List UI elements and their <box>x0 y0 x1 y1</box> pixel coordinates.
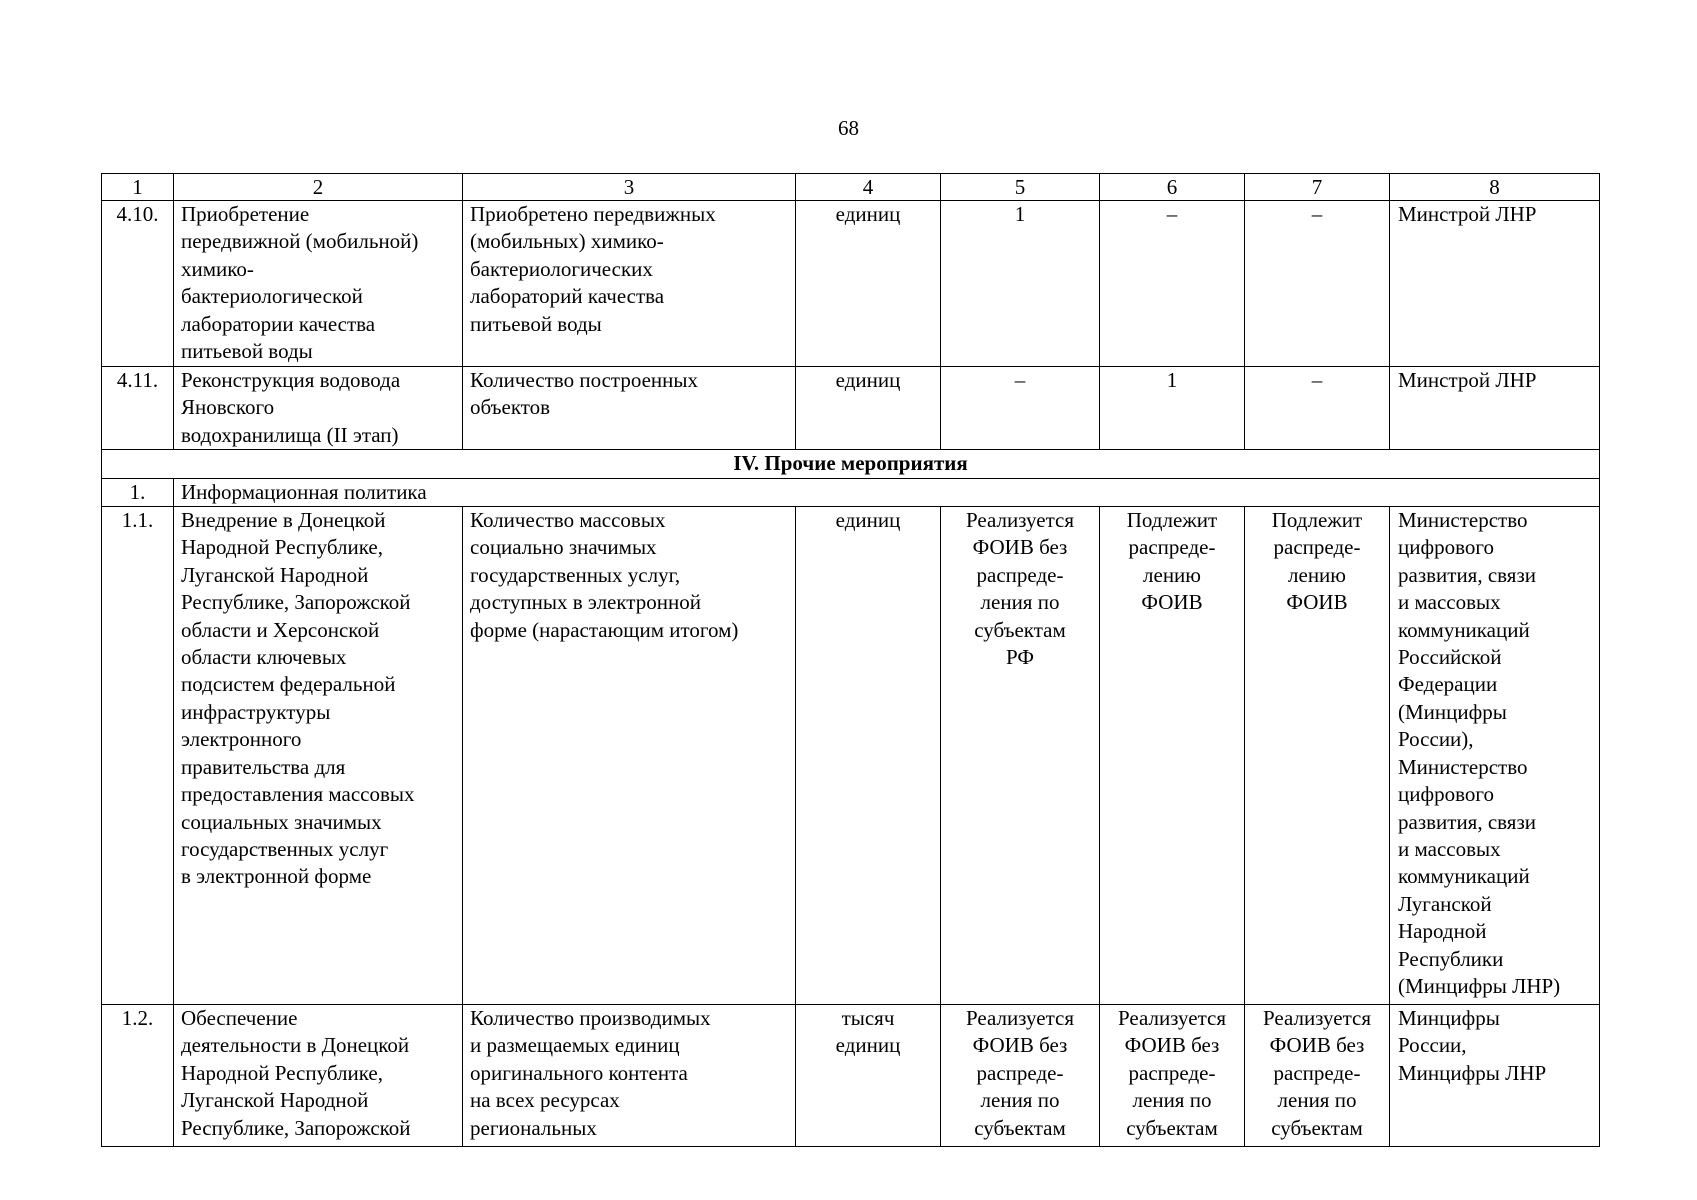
page-number: 68 <box>838 116 859 140</box>
value-cell: 1 <box>941 201 1100 367</box>
indicator-cell: Приобретено передвижных (мобильных) химико- бактериологических лабораторий качества питьевой воды <box>463 201 796 367</box>
header-cell: 2 <box>174 174 463 201</box>
table-header-row <box>102 174 1600 201</box>
unit-cell: единиц <box>796 201 941 367</box>
unit-cell: единиц <box>796 367 941 450</box>
indicator-cell: Количество массовых социально значимых государственных услуг, доступных в электронной форме (нарастающим итогом) <box>463 507 796 1005</box>
event-cell: Реконструкция водовода Яновского водохранилища (II этап) <box>174 367 463 450</box>
table-row <box>102 367 1600 450</box>
value-cell: – <box>941 367 1100 450</box>
row-number: 4.11. <box>102 367 174 450</box>
value-cell: Реализуется ФОИВ без распреде- ления по субъектам <box>941 1005 1100 1147</box>
responsible-cell: Министерство цифрового развития, связи и массовых коммуникаций Российской Федерации (Минцифры России), Министерство цифрового развития, связи и массовых коммуникаций Луганской Народной Республики (Минцифры ЛНР) <box>1390 507 1600 1005</box>
section-title: IV. Прочие мероприятия <box>102 450 1600 478</box>
header-cell: 3 <box>463 174 796 201</box>
responsible-cell: Минцифры России, Минцифры ЛНР <box>1390 1005 1600 1147</box>
subsection-number: 1. <box>102 478 174 506</box>
header-cell: 5 <box>941 174 1100 201</box>
indicator-cell: Количество производимых и размещаемых единиц оригинального контента на всех ресурсах региональных <box>463 1005 796 1147</box>
value-cell: Подлежит распреде- лению ФОИВ <box>1245 507 1390 1005</box>
event-cell: Приобретение передвижной (мобильной) химико- бактериологической лаборатории качества питьевой воды <box>174 201 463 367</box>
subsection-row <box>102 478 1600 506</box>
event-cell: Обеспечение деятельности в Донецкой Народной Республике, Луганской Народной Республике, Запорожской <box>174 1005 463 1147</box>
value-cell: Реализуется ФОИВ без распреде- ления по субъектам <box>1245 1005 1390 1147</box>
unit-cell: тысяч единиц <box>796 1005 941 1147</box>
event-cell: Внедрение в Донецкой Народной Республике, Луганской Народной Республике, Запорожской области и Херсонской области ключевых подсистем федеральной инфраструктуры электронного правительства для предоставления массовых социальных значимых государственных услуг в электронной форме <box>174 507 463 1005</box>
section-row <box>102 450 1600 478</box>
responsible-cell: Минстрой ЛНР <box>1390 201 1600 367</box>
value-cell: – <box>1245 201 1390 367</box>
table-row <box>102 1005 1600 1147</box>
row-number: 4.10. <box>102 201 174 367</box>
header-cell: 1 <box>102 174 174 201</box>
header-cell: 4 <box>796 174 941 201</box>
row-number: 1.1. <box>102 507 174 1005</box>
header-cell: 8 <box>1390 174 1600 201</box>
value-cell: – <box>1100 201 1245 367</box>
value-cell: Реализуется ФОИВ без распреде- ления по субъектам РФ <box>941 507 1100 1005</box>
row-number: 1.2. <box>102 1005 174 1147</box>
subsection-title: Информационная политика <box>174 478 1600 506</box>
header-cell: 7 <box>1245 174 1390 201</box>
value-cell: Подлежит распреде- лению ФОИВ <box>1100 507 1245 1005</box>
value-cell: – <box>1245 367 1390 450</box>
indicators-table <box>101 173 1600 1147</box>
value-cell: Реализуется ФОИВ без распреде- ления по субъектам <box>1100 1005 1245 1147</box>
unit-cell: единиц <box>796 507 941 1005</box>
value-cell: 1 <box>1100 367 1245 450</box>
table-row <box>102 201 1600 367</box>
table-row <box>102 507 1600 1005</box>
responsible-cell: Минстрой ЛНР <box>1390 367 1600 450</box>
header-cell: 6 <box>1100 174 1245 201</box>
indicator-cell: Количество построенных объектов <box>463 367 796 450</box>
